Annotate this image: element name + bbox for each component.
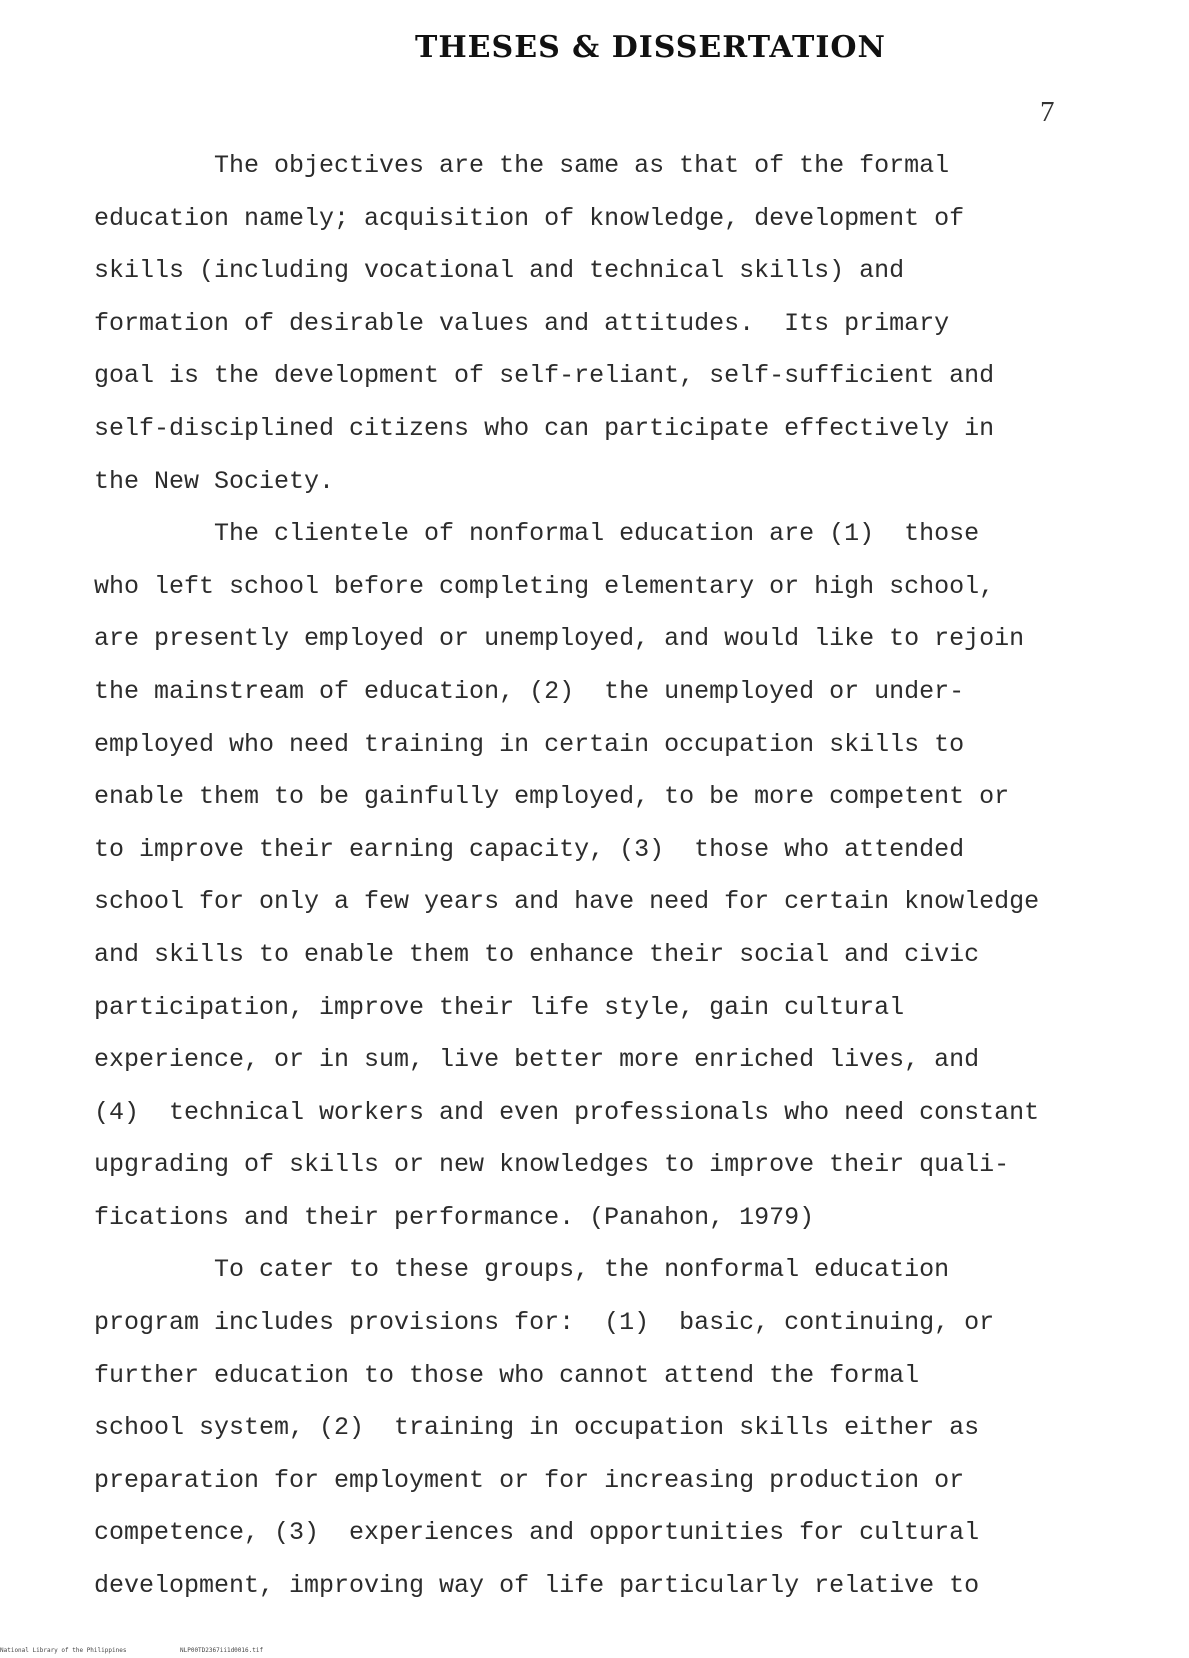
page-number: 7	[1040, 96, 1055, 128]
text-line: To cater to these groups, the nonformal education	[94, 1255, 950, 1285]
text-line: employed who need training in certain occupation skills to	[94, 729, 965, 759]
text-line: are presently employed or unemployed, and would like to rejoin	[94, 624, 1025, 654]
text-line: The objectives are the same as that of the formal	[94, 151, 950, 180]
text-line: to improve their earning capacity, (3) those who attended	[94, 834, 965, 864]
text-line: (4) technical workers and even professionals who need constant	[94, 1097, 1040, 1127]
text-line: goal is the development of self-reliant, self-sufficient and	[94, 361, 995, 391]
text-line: enable them to be gainfully employed, to be more competent or	[94, 782, 1010, 812]
text-line: experience, or in sum, live better more enriched lives, and	[94, 1045, 980, 1075]
text-line: school system, (2) training in occupation skills either as	[94, 1413, 980, 1443]
text-line: preparation for employment or for increasing production or	[94, 1465, 965, 1495]
text-line: further education to those who cannot attend the formal	[94, 1360, 920, 1390]
text-line: the mainstream of education, (2) the unemployed or under-	[94, 676, 965, 706]
theses-dissertation-stamp: THESES & DISSERTATION	[415, 30, 886, 65]
text-line: self-disciplined citizens who can participate effectively in	[94, 413, 995, 443]
document-body	[94, 140, 1154, 1613]
footer-library-name: National Library of the Philippines	[0, 1647, 127, 1654]
text-line: program includes provisions for: (1) basic, continuing, or	[94, 1308, 995, 1338]
text-line: skills (including vocational and technical skills) and	[94, 256, 905, 286]
text-line: participation, improve their life style, gain cultural	[94, 992, 905, 1022]
text-line: who left school before completing elementary or high school,	[94, 571, 995, 601]
text-line: and skills to enable them to enhance their social and civic	[94, 939, 980, 969]
text-line: school for only a few years and have need for certain knowledge	[94, 887, 1040, 917]
text-line: the New Society.	[94, 466, 335, 496]
text-line: development, improving way of life particularly relative to	[94, 1571, 980, 1601]
text-line: competence, (3) experiences and opportunities for cultural	[94, 1518, 980, 1548]
text-line: fications and their performance. (Panahon, 1979)	[94, 1202, 815, 1232]
text-line: formation of desirable values and attitudes. Its primary	[94, 308, 950, 338]
text-line: The clientele of nonformal education are (1) those	[94, 519, 980, 549]
text-line: upgrading of skills or new knowledges to improve their quali-	[94, 1150, 1010, 1180]
text-line: education namely; acquisition of knowledge, development of	[94, 203, 965, 233]
footer-file-id: NLP00TD2367ii1d0016.tif	[180, 1647, 264, 1654]
